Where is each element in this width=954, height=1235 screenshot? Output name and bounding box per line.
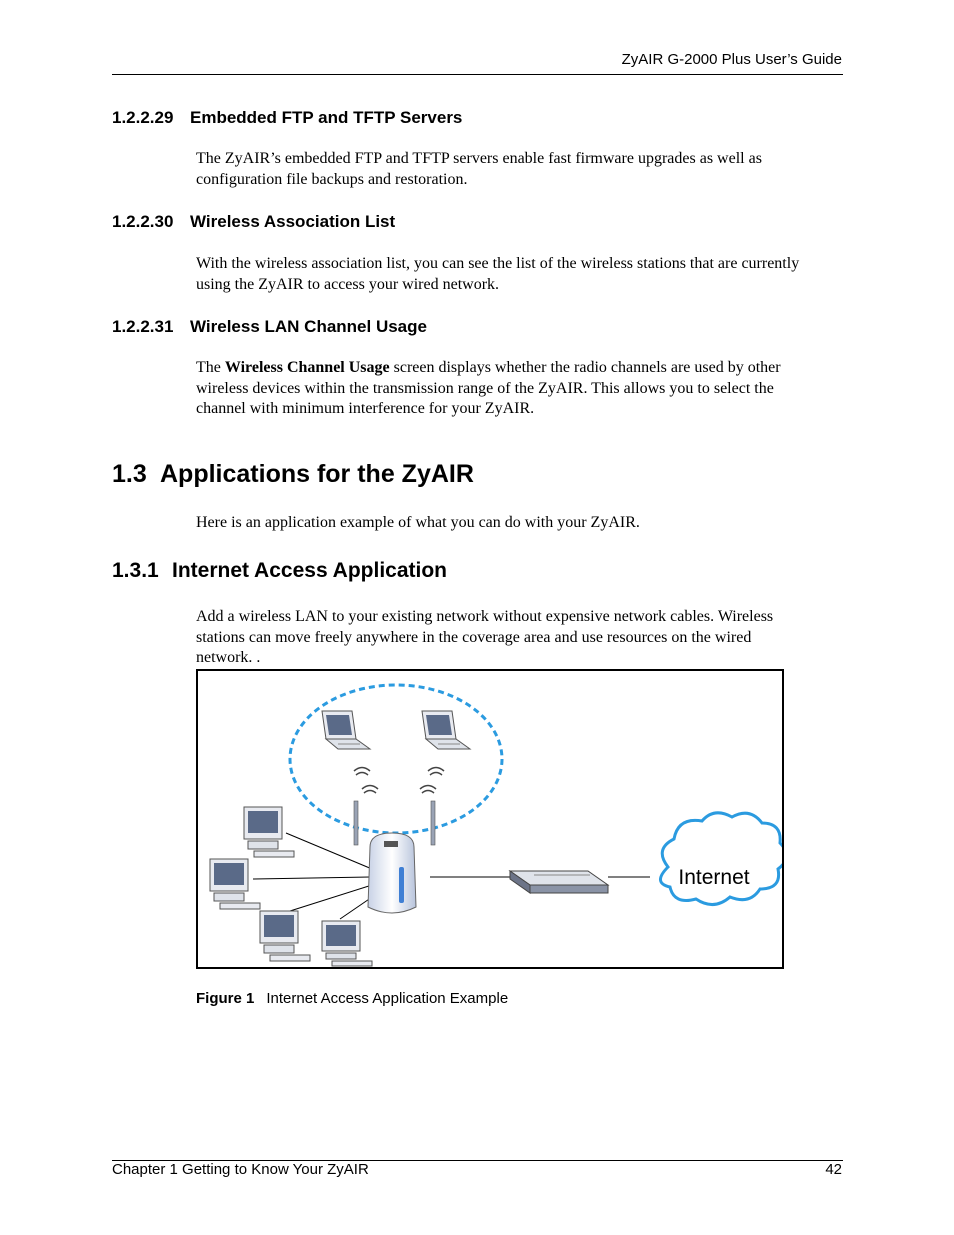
paragraph-channel-usage bbox=[196, 358, 844, 420]
laptop-icon bbox=[322, 711, 370, 749]
section-title: Wireless Association List bbox=[190, 212, 396, 231]
paragraph-line: stations can move freely anywhere in the coverage area and use resources on the wired bbox=[196, 628, 752, 646]
bold-term: Wireless Channel Usage bbox=[224, 359, 390, 376]
network-diagram bbox=[198, 671, 782, 967]
internet-cloud-icon bbox=[660, 813, 782, 905]
section-number: 1.2.2.31 bbox=[112, 317, 174, 336]
section-number: 1.2.2.30 bbox=[112, 212, 174, 231]
text-run: screen displays whether the radio channels are used by other bbox=[389, 359, 781, 376]
section-title: Embedded FTP and TFTP Servers bbox=[190, 108, 463, 127]
section-number: 1.2.2.29 bbox=[112, 108, 174, 127]
access-point-icon bbox=[354, 801, 435, 913]
footer-chapter: Chapter 1 Getting to Know Your ZyAIR bbox=[112, 1161, 369, 1178]
desktop-computer-icon bbox=[244, 807, 294, 857]
section-heading-ftp bbox=[112, 108, 462, 128]
desktop-computer-icon bbox=[260, 911, 310, 961]
desktop-computer-icon bbox=[322, 921, 372, 966]
paragraph-line: using the ZyAIR to access your wired network. bbox=[196, 275, 500, 293]
paragraph-line bbox=[196, 358, 844, 379]
chapter-section-heading bbox=[112, 460, 474, 489]
internet-cloud-label: Internet bbox=[678, 866, 750, 889]
network-diagram-figure bbox=[196, 669, 784, 969]
section-heading-channel-usage bbox=[112, 317, 427, 337]
paragraph-line: configuration file backups and restoration. bbox=[196, 170, 468, 188]
figure-caption bbox=[196, 990, 508, 1007]
wireless-signal-icon bbox=[354, 768, 444, 794]
paragraph-ftp bbox=[196, 149, 844, 190]
section-title: Applications for the ZyAIR bbox=[160, 460, 474, 488]
section-title: Wireless LAN Channel Usage bbox=[190, 317, 427, 336]
subsection-heading-internet-access bbox=[112, 559, 447, 583]
modem-icon bbox=[510, 871, 608, 893]
running-header: ZyAIR G-2000 Plus User’s Guide bbox=[621, 51, 842, 68]
paragraph-line: network. . bbox=[196, 649, 261, 666]
paragraph-internet-access bbox=[196, 607, 844, 669]
figure-number: Figure 1 bbox=[196, 990, 255, 1007]
paragraph-applications bbox=[196, 513, 844, 534]
paragraph-line: wireless devices within the transmission range of the ZyAIR. This allows you to select the bbox=[196, 379, 774, 397]
paragraph-line: The ZyAIR’s embedded FTP and TFTP servers enable fast firmware upgrades as well as bbox=[196, 150, 762, 167]
section-number: 1.3 bbox=[112, 460, 147, 488]
page-number: 42 bbox=[825, 1161, 842, 1178]
paragraph-line: Here is an application example of what you can do with your ZyAIR. bbox=[196, 514, 640, 531]
section-title: Internet Access Application bbox=[172, 559, 448, 582]
wireless-coverage-area bbox=[290, 685, 502, 833]
figure-caption-text: Internet Access Application Example bbox=[266, 990, 509, 1007]
paragraph-association-list bbox=[196, 254, 844, 295]
section-heading-association-list bbox=[112, 212, 395, 232]
laptop-icon bbox=[422, 711, 470, 749]
section-number: 1.3.1 bbox=[112, 559, 159, 582]
desktop-computer-icon bbox=[210, 859, 260, 909]
paragraph-line: Add a wireless LAN to your existing network without expensive network cables. Wireless bbox=[196, 608, 774, 625]
paragraph-line: With the wireless association list, you can see the list of the wireless stations that are currently bbox=[196, 255, 800, 272]
paragraph-line: channel with minimum interference for your ZyAIR. bbox=[196, 400, 535, 417]
text-run: The bbox=[196, 359, 225, 376]
header-rule bbox=[112, 74, 843, 75]
